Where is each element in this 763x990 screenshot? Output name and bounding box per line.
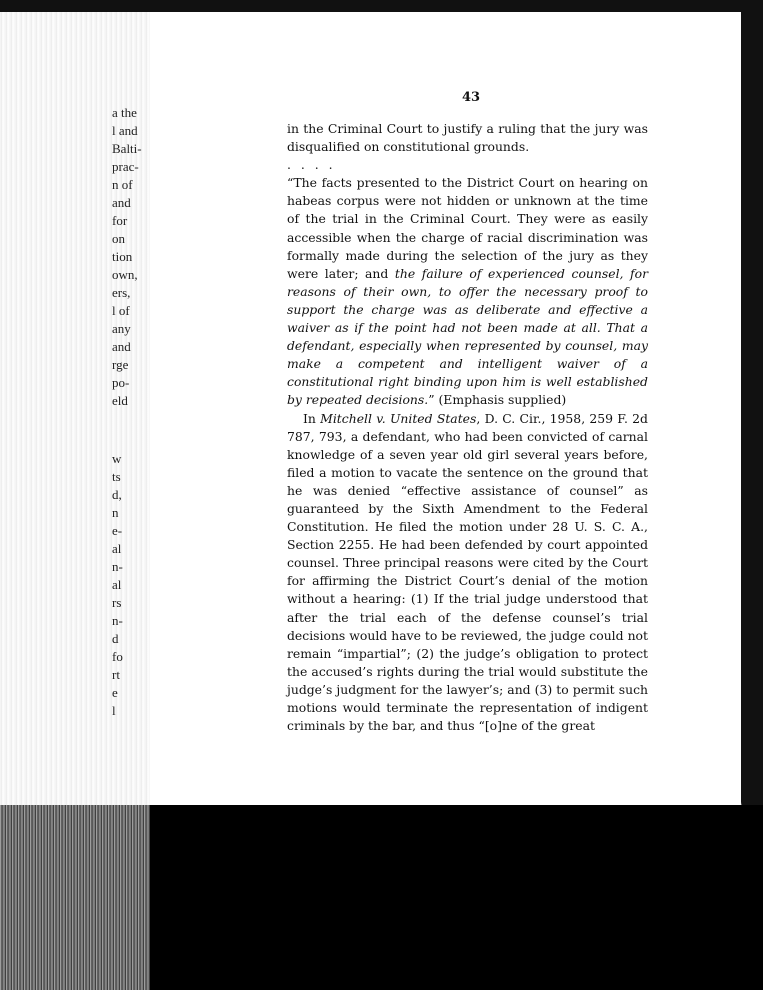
quote-plain-text: “The facts presented to the District Court on hearing on habeas corpus were not hidden or unknown at the time of the trial in the Criminal Court. They were as easily accessible when the charge of racial discrimination was formally made during the selection of the jury as they were later; and (287, 175, 648, 281)
quote-emphasized-text: the failure of experienced counsel, for reasons of their own, to offer the necessary proof to support the charge was as deliberate and effective a waiver as if the point had not been made at all. That a defendant, especially when represented by counsel, may make a competent and intelligent waiver of a constitutional right binding upon him is well established by repeated decisions. (287, 265, 648, 408)
facing-page-fragment: d (112, 631, 119, 646)
quote-closing: ” (Emphasis supplied) (428, 392, 567, 408)
scan-right-edge (741, 12, 763, 812)
page-number: 43 (461, 90, 481, 105)
fragment-group-1 (112, 104, 158, 410)
facing-page-fragments (112, 104, 158, 720)
facing-page-fragment: rge (112, 357, 129, 372)
facing-page-fragment: eld (112, 393, 128, 408)
facing-page-fragment: l of (112, 303, 130, 318)
facing-page-fragment: and (112, 195, 131, 210)
facing-page-fragment: on (112, 231, 125, 246)
facing-page-fragment: a the (112, 105, 137, 120)
facing-page-fragment: e- (112, 523, 123, 538)
scan-bottom-black (150, 805, 763, 990)
facing-page-fragment: rs (112, 595, 122, 610)
page-body (287, 120, 648, 735)
facing-page-fragment: ers, (112, 285, 131, 300)
facing-page-fragment: al (112, 541, 122, 556)
facing-page-fragment: d, (112, 487, 122, 502)
facing-page-fragment: l and (112, 123, 138, 138)
opening-paragraph: in the Criminal Court to justify a ruling that the jury was disqualified on constitutional grounds. (287, 121, 648, 155)
facing-page-fragment: Balti- (112, 141, 142, 156)
facing-page-fragment: fo (112, 649, 123, 664)
para-intro: In (303, 410, 321, 426)
facing-page-fragment: prac- (112, 159, 139, 174)
bottom-spine-shadow (0, 805, 150, 990)
facing-page-fragment: e (112, 685, 118, 700)
scan-top-edge (0, 0, 763, 12)
facing-page-fragment: rt (112, 667, 120, 682)
facing-page-fragment: po- (112, 375, 130, 390)
facing-page-fragment: n of (112, 177, 133, 192)
facing-page-fragment: and (112, 339, 131, 354)
fragment-group-2 (112, 450, 158, 720)
facing-page-fragment: w (112, 451, 122, 466)
facing-page-fragment: for (112, 213, 128, 228)
ellipsis: . . . . (287, 157, 336, 173)
facing-page-fragment: n- (112, 559, 123, 574)
facing-page-fragment: n (112, 505, 119, 520)
facing-page-fragment: own, (112, 267, 138, 282)
facing-page-fragment: tion (112, 249, 133, 264)
block-quote (287, 174, 648, 409)
para-body: , D. C. Cir., 1958, 259 F. 2d 787, 793, a defendant, who had been convicted of carnal knowledge of a seven year old girl several years before, filed a motion to vacate the sentence on the ground that he was denied “effective assistance of counsel” as guaranteed by the Sixth Amendment to the Federal Constitution. He filed the motion under 28 U. S. C. A., Section 2255. He had been defended by court appointed counsel. Three principal reasons were cited by the Court for affirming the District Court’s denial of the motion without a hearing: (1) If the trial judge understood that after the trial each of the defense counsel’s trial decisions would have to be reviewed, the judge could not remain “impartial”; (2) the judge’s obligation to protect the accused’s rights during the trial would substitute the judge’s judgment for the lawyer’s; and (3) to permit such motions would terminate the representation of indigent criminals by the bar, and thus “[o]ne of the great (287, 410, 648, 734)
facing-page-fragment: ts (112, 469, 121, 484)
facing-page-fragment: l (112, 703, 116, 718)
facing-page-fragment: n- (112, 613, 123, 628)
case-name: Mitchell v. United States (320, 410, 477, 426)
facing-page-fragment: al (112, 577, 122, 592)
mitchell-paragraph (287, 410, 648, 736)
facing-page-fragment: any (112, 321, 131, 336)
